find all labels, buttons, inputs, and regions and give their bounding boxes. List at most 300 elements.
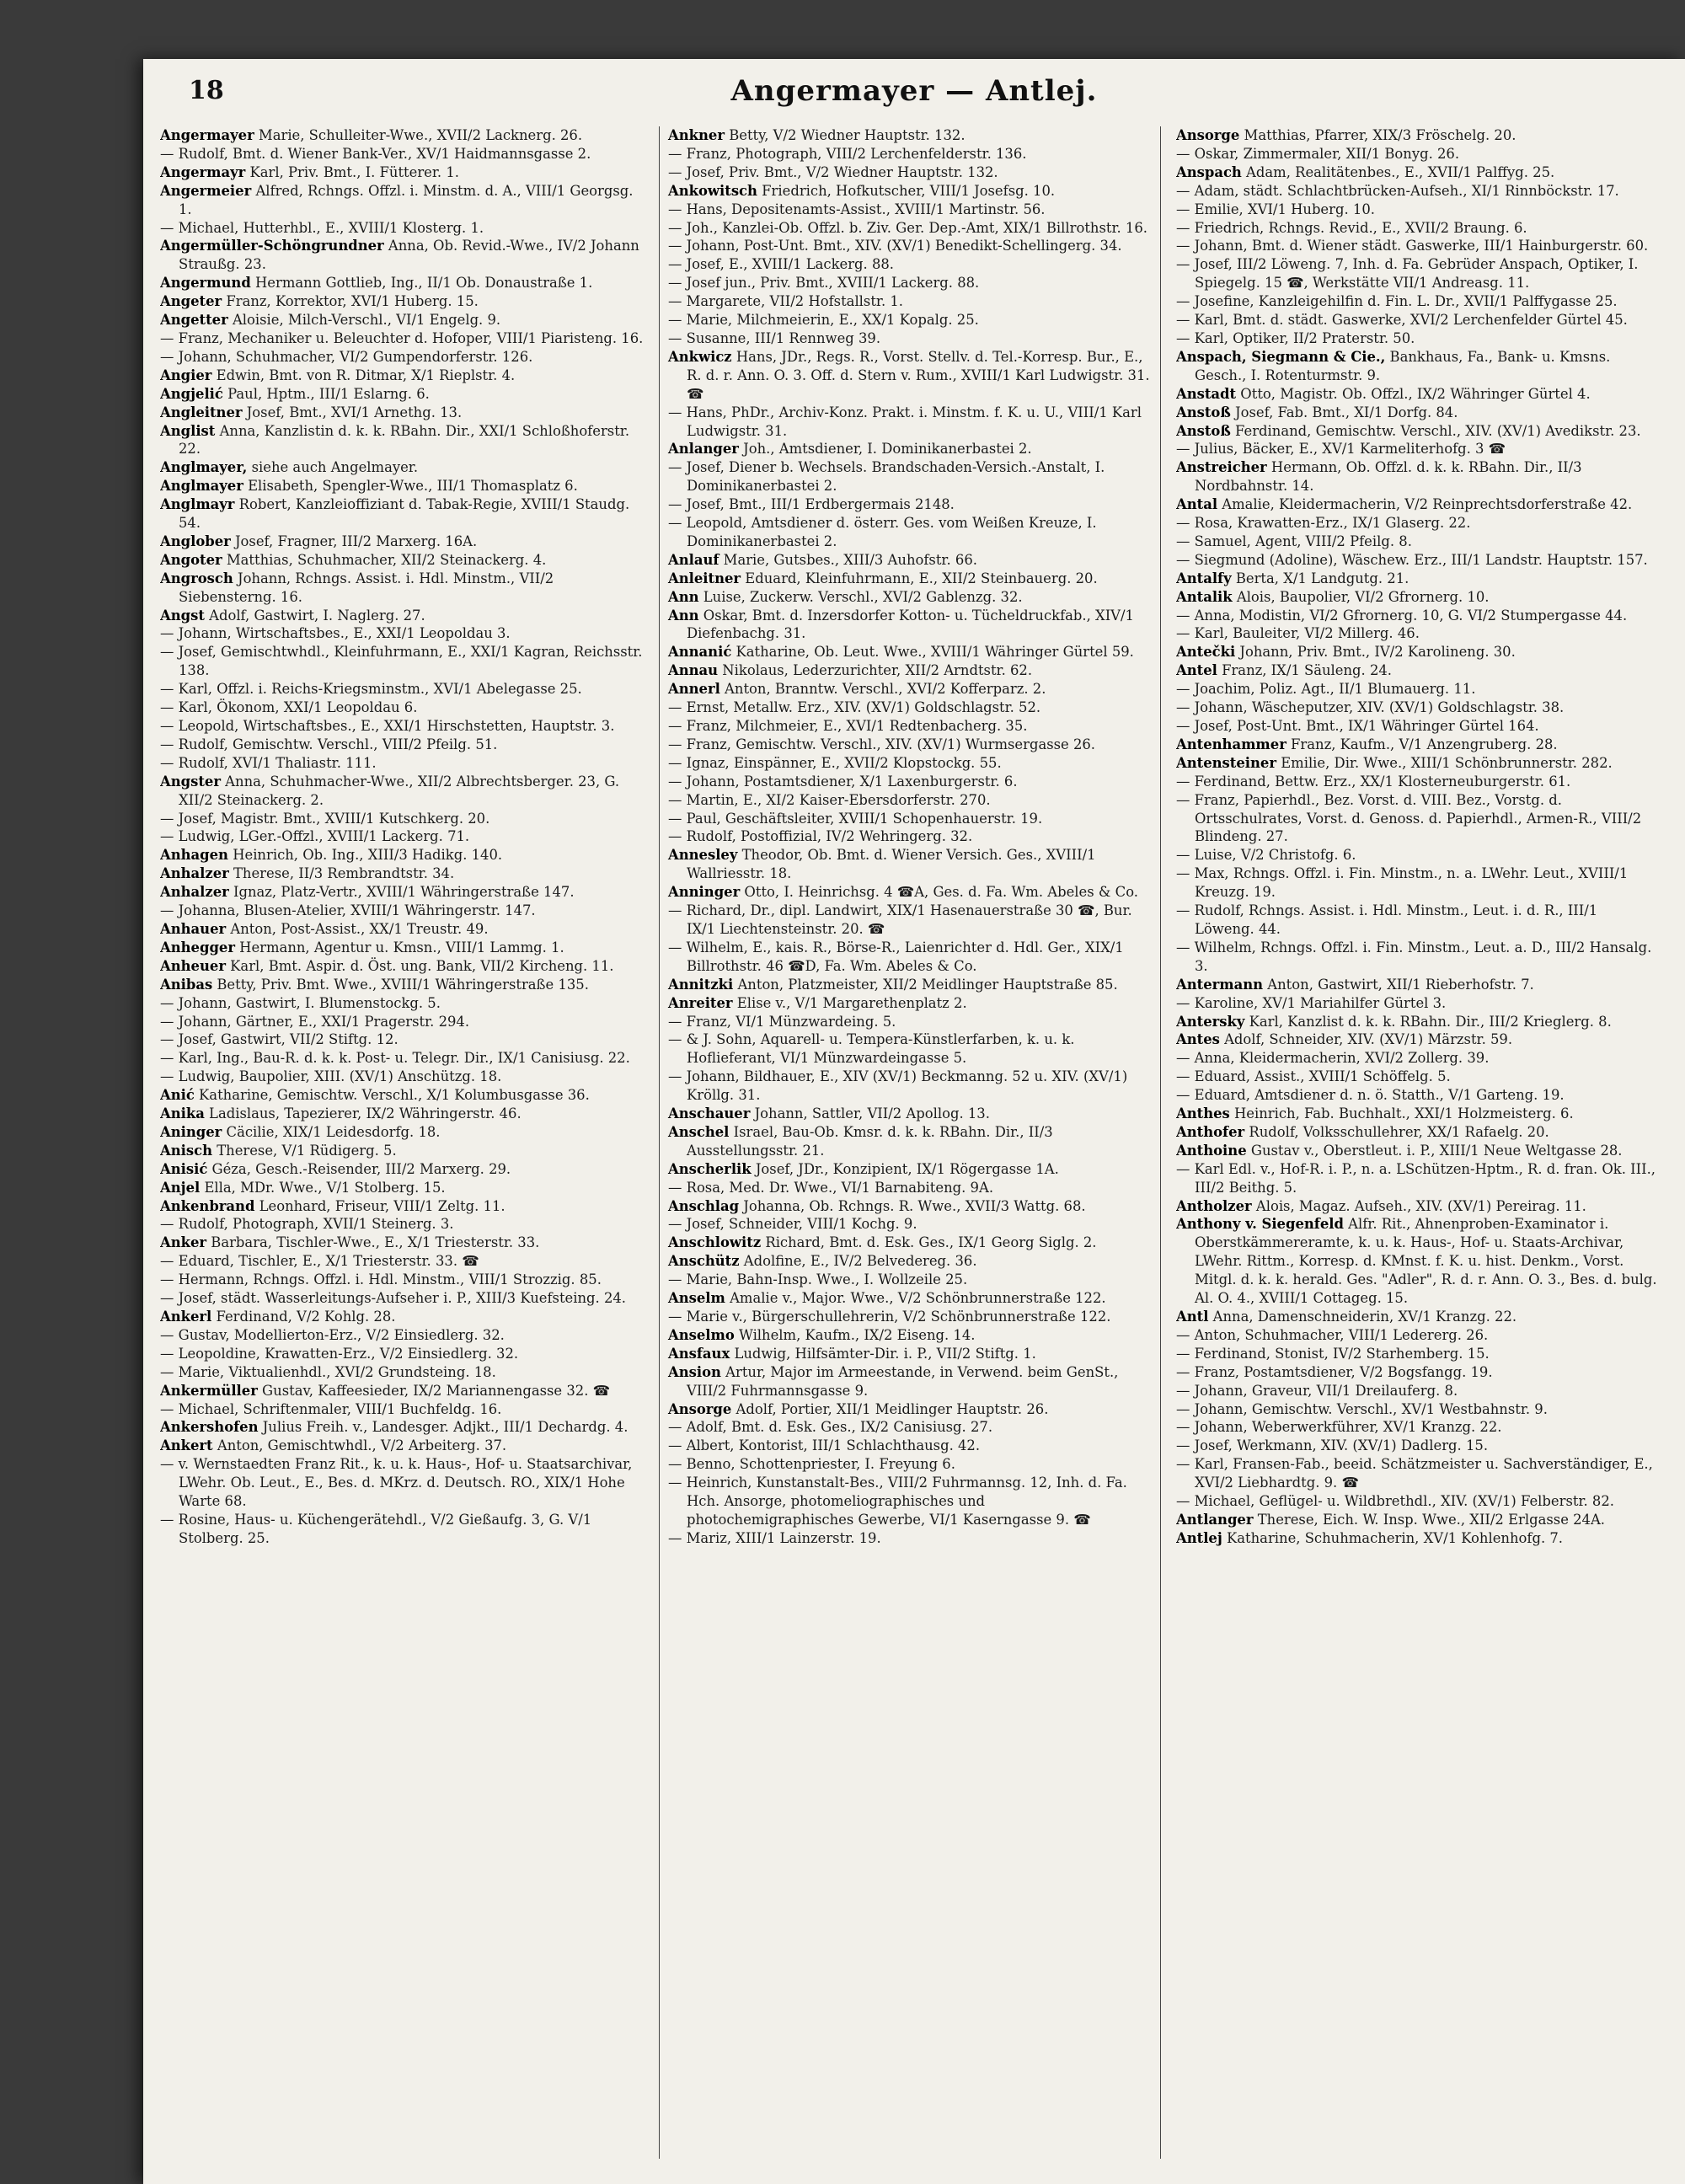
directory-entry [1176,1345,1660,1363]
entry-details: Otto, Magistr. Ob. Offzl., IX/2 Währinger Gürtel 4. [1236,385,1591,402]
entry-surname: Ankenbrand [160,1197,255,1214]
directory-entry [160,292,644,311]
entry-details: Anton, Gemischtwhdl., V/2 Arbeiterg. 37. [212,1437,507,1454]
entry-details: — Josef, Gemischtwhdl., Kleinfuhrmann, E., XXI/1 Kagran, Reichsstr. 138. [160,644,643,679]
directory-entry [668,1160,1152,1179]
entry-details: — Adolf, Bmt. d. Esk. Ges., IX/2 Canisiusg. 27. [668,1419,993,1436]
entry-details: — Martin, E., XI/2 Kaiser-Ebersdorferstr. 270. [668,791,991,808]
directory-entry [160,754,644,773]
entry-details: Josef, Bmt., XVI/1 Arnethg. 13. [242,404,463,420]
directory-entry [160,570,644,607]
directory-page [143,59,1685,2184]
directory-entry [668,219,1152,238]
directory-entry [668,1179,1152,1197]
directory-entry [1176,551,1660,570]
directory-entry [160,957,644,976]
entry-details: Emilie, Dir. Wwe., XIII/1 Schönbrunnerstr. 282. [1276,754,1613,771]
directory-entry [160,311,644,329]
directory-entry [160,680,644,699]
entry-details: Anna, Schuhmacher-Wwe., XII/2 Albrechtsberger. 23, G. XII/2 Steinackerg. 2. [179,773,620,808]
entry-details: — Leopold, Wirtschaftsbes., E., XXI/1 Hirschstetten, Hauptstr. 3. [160,718,615,734]
directory-entry [160,1179,644,1197]
entry-surname: Antholzer [1176,1197,1252,1214]
directory-entry [160,385,644,404]
entry-details: Anton, Branntw. Verschl., XVI/2 Kofferparz. 2. [719,681,1046,698]
entry-details: — Josef, Gastwirt, VII/2 Stiftg. 12. [160,1031,399,1048]
entry-details: Franz, IX/1 Säuleng. 24. [1217,662,1393,679]
entry-surname: Angermayr [160,163,246,180]
entry-details: — Rosa, Med. Dr. Wwe., VI/1 Barnabiteng. 9A. [668,1179,994,1196]
directory-entry [1176,385,1660,404]
entry-surname: Angeter [160,293,222,310]
entry-details: Johann, Rchngs. Assist. i. Hdl. Minstm., VII/2 Siebensterng. 16. [179,570,554,605]
entry-details: — Marie, Viktualienhdl., XVI/2 Grundsteing. 18. [160,1363,496,1380]
page-header [177,69,1651,120]
directory-entry [668,1529,1152,1548]
directory-entry [668,1418,1152,1437]
column-left [160,126,644,2159]
directory-entry [1176,1123,1660,1142]
entry-details: Anna, Ob. Revid.-Wwe., IV/2 Johann Straußg. 23. [179,238,639,273]
directory-entry [1176,624,1660,643]
directory-entry [160,827,644,846]
entry-surname: Antlej [1176,1529,1222,1546]
directory-entry [668,145,1152,163]
directory-entry [668,699,1152,717]
entry-surname: Anstoß [1176,422,1231,439]
entry-details: Katharine, Ob. Leut. Wwe., XVIII/1 Währinger Gürtel 59. [731,644,1134,661]
entry-surname: Anthofer [1176,1123,1245,1140]
entry-details: Friedrich, Hofkutscher, VIII/1 Josefsg. 10. [757,182,1056,199]
directory-entry [1176,939,1660,976]
directory-entry [160,1308,644,1326]
entry-details: Anton, Gastwirt, XII/1 Rieberhofstr. 7. [1263,976,1534,993]
directory-entry [668,329,1152,348]
directory-entry [160,976,644,994]
entry-details: — Wilhelm, E., kais. R., Börse-R., Laienrichter d. Hdl. Ger., XIX/1 Billrothstr. 46 ☎D, Fa. Wm. Abeles & Co. [668,939,1124,974]
directory-entry [160,1252,644,1271]
entry-details: — Albert, Kontorist, III/1 Schlachthausg. 42. [668,1437,981,1454]
entry-details: Hermann, Agentur u. Kmsn., VIII/1 Lammg. 1. [234,939,564,956]
directory-entry [668,1030,1152,1068]
directory-entry [668,348,1152,404]
directory-entry [160,1049,644,1068]
entry-surname: Ansion [668,1363,721,1380]
entry-details: — Anna, Modistin, VI/2 Gfrornerg. 10, G. VI/2 Stumpergasse 44. [1176,607,1628,624]
entry-details: Johanna, Ob. Rchngs. R. Wwe., XVII/3 Wattg. 68. [739,1197,1086,1214]
directory-entry [1176,1492,1660,1511]
directory-entry [1176,791,1660,847]
directory-entry [1176,1418,1660,1437]
entry-details: Julius Freih. v., Landesger. Adjkt., III/1 Dechardg. 4. [258,1419,629,1436]
directory-entry [160,902,644,920]
directory-entry [1176,1511,1660,1529]
directory-entry [668,661,1152,680]
entry-details: — Karl, Offzl. i. Reichs-Kriegsminstm., XVI/1 Abelegasse 25. [160,681,582,698]
directory-entry [160,883,644,902]
entry-details: Alfr. Rit., Ahnenproben-Examinator i. Oberstkämmereramte, k. u. k. Haus-, Hof- u. Staats-Archivar, LWehr. Rittm., Korresp. d. KMnst. f. K. u. hist. Denkm., Vorst. Mitgl. d. k. k. herald. Ges. "Adler", R. d. r. Ann. O. 3., Bes. d. bulg. Al. O. 4., XVIII/1 Cottageg. 15. [1195,1216,1657,1307]
entry-details: — Franz, Photograph, VIII/2 Lerchenfelderstr. 136. [668,145,1027,162]
entry-surname: Anschlowitz [668,1234,762,1251]
directory-entry [668,680,1152,699]
directory-entry [160,699,644,717]
directory-entry [1176,994,1660,1013]
directory-entry [1176,1529,1660,1548]
entry-details: Betty, V/2 Wiedner Hauptstr. 132. [724,127,966,143]
entry-details: Elise v., V/1 Margarethenplatz 2. [732,994,967,1011]
entry-details: Ludwig, Hilfsämter-Dir. i. P., VII/2 Stiftg. 1. [730,1345,1036,1362]
directory-entry [668,846,1152,883]
directory-entry [1176,846,1660,864]
directory-entry [668,588,1152,607]
entry-details: Adolf, Portier, XII/1 Meidlinger Hauptstr. 26. [731,1400,1049,1417]
entry-details: — Josefine, Kanzleigehilfin d. Fin. L. Dr., XVII/1 Palffygasse 25. [1176,293,1618,310]
entry-details: Paul, Hptm., III/1 Eslarng. 6. [222,385,430,402]
directory-entry [1176,1142,1660,1160]
directory-entry [668,1308,1152,1326]
directory-entry [668,643,1152,661]
directory-entry [160,219,644,238]
entry-details: — Johann, Post-Unt. Bmt., XIV. (XV/1) Benedikt-Schellingerg. 34. [668,238,1122,254]
directory-entry [160,1271,644,1289]
entry-details: Theodor, Ob. Bmt. d. Wiener Versich. Ges., XVIII/1 Wallriesstr. 18. [687,847,1096,882]
entry-surname: Annanić [668,644,732,661]
directory-entry [160,1013,644,1031]
entry-details: Hans, JDr., Regs. R., Vorst. Stellv. d. Tel.-Korresp. Bur., E., R. d. r. Ann. O. 3. Off. d. Stern v. Rum., XVIII/1 Karl Ludwigstr. 31. ☎ [687,348,1150,402]
directory-entry [160,1418,644,1437]
entry-details: Adolfine, E., IV/2 Belvedereg. 36. [739,1253,977,1270]
directory-entry [668,1252,1152,1271]
entry-details: Berta, X/1 Landgutg. 21. [1231,570,1410,586]
directory-entry [668,1437,1152,1455]
entry-details: — Josef, E., XVIII/1 Lackerg. 88. [668,256,895,273]
entry-surname: Anselm [668,1290,725,1307]
directory-entry [1176,533,1660,551]
directory-entry [668,1105,1152,1123]
entry-details: — Johann, Weberwerkführer, XV/1 Kranzg. 22. [1176,1419,1502,1436]
entry-details: Rudolf, Volksschullehrer, XX/1 Rafaelg. 20. [1244,1123,1549,1140]
entry-details: Ella, MDr. Wwe., V/1 Stolberg. 15. [200,1179,446,1196]
directory-entry [668,902,1152,939]
entry-details: — Johanna, Blusen-Atelier, XVIII/1 Währingerstr. 147. [160,902,536,919]
directory-entry [668,1326,1152,1345]
directory-entry [1176,1400,1660,1419]
entry-details: — Wilhelm, Rchngs. Offzl. i. Fin. Minstm., Leut. a. D., III/2 Hansalg. 3. [1176,939,1652,974]
entry-surname: Annitzki [668,976,734,993]
entry-details: — Rudolf, Bmt. d. Wiener Bank-Ver., XV/1 Haidmannsgasse 2. [160,145,591,162]
entry-details: — Karl Edl. v., Hof-R. i. P., n. a. LSchützen-Hptm., R. d. fran. Ok. III., III/2 Beithg. 5. [1176,1160,1656,1196]
entry-details: — Ignaz, Einspänner, E., XVII/2 Klopstockg. 55. [668,754,1002,771]
entry-details: — Eduard, Assist., XVIII/1 Schöffelg. 5. [1176,1068,1451,1085]
entry-details: — Johann, Postamtsdiener, X/1 Laxenburgerstr. 6. [668,773,1018,790]
directory-entry [668,810,1152,828]
directory-entry [1176,736,1660,754]
entry-surname: Angermüller-Schöngrundner [160,238,384,254]
entry-surname: Anker [160,1234,207,1251]
directory-entry [160,624,644,643]
entry-surname: Antal [1176,496,1218,513]
entry-surname: Anlanger [668,441,739,458]
entry-surname: Angjelić [160,385,223,402]
entry-details: Leonhard, Friseur, VIII/1 Zeltg. 11. [254,1197,506,1214]
directory-entry [1176,458,1660,495]
entry-surname: Angst [160,607,205,624]
entry-details: — Josef, Priv. Bmt., V/2 Wiedner Hauptstr. 132. [668,163,998,180]
entry-details: Gustav v., Oberstleut. i. P., XIII/1 Neue Weltgasse 28. [1246,1142,1623,1159]
column-middle [659,126,1161,2159]
directory-entry [160,182,644,219]
entry-details: Adam, Realitätenbes., E., XVII/1 Palffyg. 25. [1241,163,1555,180]
directory-entry [160,1123,644,1142]
entry-details: Adolf, Schneider, XIV. (XV/1) Märzstr. 59. [1219,1031,1513,1048]
entry-surname: Ann [668,607,699,624]
directory-entry [668,514,1152,551]
directory-entry [160,1400,644,1419]
directory-entry [668,827,1152,846]
directory-entry [1176,902,1660,939]
directory-entry [160,717,644,736]
entry-details: — Karl, Bauleiter, VI/2 Millerg. 46. [1176,625,1420,642]
entry-details: siehe auch Angelmayer. [247,459,419,476]
entry-details: — Karl, Bmt. d. städt. Gaswerke, XVI/2 Lerchenfelder Gürtel 45. [1176,312,1628,329]
entry-details: — Marie, Milchmeierin, E., XX/1 Kopalg. 25. [668,312,979,329]
entry-details: — Rosa, Krawatten-Erz., IX/1 Glaserg. 22. [1176,515,1471,532]
directory-entry [1176,255,1660,292]
entry-details: — Franz, Mechaniker u. Beleuchter d. Hofoper, VIII/1 Piaristeng. 16. [160,329,644,346]
entry-surname: Anglober [160,533,231,549]
directory-entry [160,237,644,274]
entry-details: Ignaz, Platz-Vertr., XVIII/1 Währingerstraße 147. [228,884,575,901]
entry-surname: Antes [1176,1031,1220,1048]
entry-surname: Angleitner [160,404,243,420]
directory-entry [668,994,1152,1013]
directory-entry [160,1455,644,1511]
directory-entry [668,404,1152,441]
entry-surname: Anhalzer [160,865,229,882]
directory-entry [668,1123,1152,1160]
directory-entry [1176,1382,1660,1400]
entry-details: — Samuel, Agent, VIII/2 Pfeilg. 8. [1176,533,1412,549]
entry-details: — Gustav, Modellierton-Erz., V/2 Einsiedlerg. 32. [160,1326,505,1343]
directory-entry [668,201,1152,219]
entry-surname: Anglmayer, [160,459,248,476]
entry-surname: Antalik [1176,588,1233,605]
directory-entry [1176,1068,1660,1086]
entry-details: — Rudolf, Photograph, XVII/1 Steinerg. 3. [160,1216,454,1233]
entry-details: — Karl, Ökonom, XXI/1 Leopoldau 6. [160,699,418,716]
directory-entry [160,329,644,348]
entry-details: Marie, Schulleiter-Wwe., XVII/2 Lacknerg. 26. [254,127,583,143]
entry-details: Johann, Sattler, VII/2 Apollog. 13. [750,1105,990,1122]
entry-details: — Josef, städt. Wasserleitungs-Aufseher i. P., XIII/3 Kuefsteing. 24. [160,1290,627,1307]
entry-details: — Rudolf, Rchngs. Assist. i. Hdl. Minstm., Leut. i. d. R., III/1 Löweng. 44. [1176,902,1598,937]
entry-details: — Joh., Kanzlei-Ob. Offzl. b. Ziv. Ger. Dep.-Amt, XIX/1 Billrothstr. 16. [668,219,1147,236]
entry-surname: Anisić [160,1160,208,1177]
directory-entry [1176,643,1660,661]
entry-details: Franz, Kaufm., V/1 Anzengruberg. 28. [1286,736,1558,752]
directory-entry [1176,440,1660,458]
directory-entry [668,495,1152,514]
directory-entry [160,477,644,495]
entry-details: Hermann, Ob. Offzl. d. k. k. RBahn. Dir., II/3 Nordbahnstr. 14. [1195,459,1582,495]
entry-surname: Angoter [160,551,222,568]
entry-details: Josef, Fragner, III/2 Marxerg. 16A. [230,533,478,549]
entry-details: Otto, I. Heinrichsg. 4 ☎A, Ges. d. Fa. Wm. Abeles & Co. [740,884,1138,901]
entry-surname: Ankermüller [160,1382,258,1399]
entry-surname: Anthes [1176,1105,1230,1122]
entry-details: Gustav, Kaffeesieder, IX/2 Mariannengasse 32. ☎ [257,1382,611,1399]
entry-surname: Anhegger [160,939,235,956]
entry-surname: Angermund [160,275,251,292]
directory-entry [1176,163,1660,182]
directory-entry [160,1289,644,1308]
entry-details: — Johann, Wirtschaftsbes., E., XXI/1 Leopoldau 3. [160,625,511,642]
entry-details: — Josef, Magistr. Bmt., XVIII/1 Kutschkerg. 20. [160,810,490,827]
entry-surname: Anglmayr [160,496,235,513]
directory-entry [160,810,644,828]
entry-details: — Emilie, XVI/1 Huberg. 10. [1176,201,1375,217]
directory-entry [1176,1030,1660,1049]
entry-surname: Antečki [1176,644,1236,661]
entry-surname: Anhalzer [160,884,229,901]
directory-entry [1176,126,1660,145]
directory-entry [668,1068,1152,1105]
entry-details: Josef, Fab. Bmt., XI/1 Dorfg. 84. [1230,404,1458,420]
entry-details: Luise, Zuckerw. Verschl., XVI/2 Gablenzg. 32. [698,588,1023,605]
entry-details: — Richard, Dr., dipl. Landwirt, XIX/1 Hasenauerstraße 30 ☎, Bur. IX/1 Liechtensteinstr. 20. ☎ [668,902,1132,937]
entry-details: — Josef, Schneider, VIII/1 Kochg. 9. [668,1216,917,1233]
directory-entry [160,939,644,957]
entry-details: — Luise, V/2 Christofg. 6. [1176,847,1356,864]
entry-details: — Johann, Bildhauer, E., XIV (XV/1) Beckmanng. 52 u. XIV. (XV/1) Kröllg. 31. [668,1068,1128,1104]
entry-details: Heinrich, Fab. Buchhalt., XXI/1 Holzmeisterg. 6. [1229,1105,1574,1122]
directory-entry [1176,1197,1660,1216]
page-number: 18 [189,76,224,105]
directory-entry [160,1326,644,1345]
entry-details: — Julius, Bäcker, E., XV/1 Karmeliterhofg. 3 ☎ [1176,441,1506,458]
directory-entry [668,1013,1152,1031]
directory-entry [1176,329,1660,348]
entry-details: Johann, Priv. Bmt., IV/2 Karolineng. 30. [1235,644,1516,661]
directory-entry [160,348,644,367]
entry-details: — Josef, III/2 Löweng. 7, Inh. d. Fa. Gebrüder Anspach, Optiker, I. Spiegelg. 15 ☎, Werkstätte VII/1 Andreasg. 11. [1176,256,1639,292]
directory-entry [668,754,1152,773]
directory-entry [668,311,1152,329]
entry-details: — Benno, Schottenpriester, I. Freyung 6. [668,1456,955,1473]
directory-entry [1176,311,1660,329]
directory-entry [668,1234,1152,1252]
entry-details: Cäcilie, XIX/1 Leidesdorfg. 18. [222,1123,441,1140]
directory-entry [668,1400,1152,1419]
directory-entry [160,773,644,810]
entry-surname: Anjel [160,1179,201,1196]
column-right [1176,126,1660,2159]
entry-surname: Annerl [668,681,720,698]
entry-details: Therese, II/3 Rembrandtstr. 34. [228,865,455,882]
entry-surname: Anglmayer [160,478,243,495]
entry-surname: Anleitner [668,570,741,586]
entry-surname: Anibas [160,976,213,993]
entry-details: — Johann, Graveur, VII/1 Dreilauferg. 8. [1176,1382,1458,1399]
directory-entry [160,274,644,292]
entry-details: Hermann Gottlieb, Ing., II/1 Ob. Donaustraße 1. [250,275,593,292]
directory-entry [668,126,1152,145]
entry-details: — Franz, VI/1 Münzwardeing. 5. [668,1013,896,1030]
entry-details: Edwin, Bmt. von R. Ditmar, X/1 Rieplstr. 4. [211,367,516,383]
entry-surname: Ann [668,588,699,605]
entry-surname: Annau [668,662,719,679]
entry-details: — Johann, Gastwirt, I. Blumenstockg. 5. [160,994,441,1011]
entry-surname: Anreiter [668,994,733,1011]
entry-details: — Friedrich, Rchngs. Revid., E., XVII/2 Braung. 6. [1176,219,1527,236]
directory-entry [1176,864,1660,902]
entry-details: — Mariz, XIII/1 Lainzerstr. 19. [668,1529,881,1546]
directory-entry [160,1068,644,1086]
directory-entry [160,1105,644,1123]
directory-entry [668,976,1152,994]
entry-details: — Franz, Papierhdl., Bez. Vorst. d. VIII. Bez., Vorstg. d. Ortsschulrates, Vorst. d. Genoss. d. Papierhdl., Armen-R., VIII/2 Blindeng. 27. [1176,791,1642,845]
directory-entry [1176,1013,1660,1031]
entry-details: — Ferdinand, Stonist, IV/2 Starhemberg. 15. [1176,1345,1490,1362]
entry-details: — Ferdinand, Bettw. Erz., XX/1 Klosterneuburgerstr. 61. [1176,773,1571,790]
directory-entry [668,717,1152,736]
entry-details: Anton, Post-Assist., XX/1 Treustr. 49. [226,920,489,937]
entry-surname: Anheuer [160,957,226,974]
directory-entry [160,1511,644,1548]
entry-details: — Paul, Geschäftsleiter, XVIII/1 Schopenhauerstr. 19. [668,810,1043,827]
directory-entry [1176,1049,1660,1068]
directory-entry [668,736,1152,754]
directory-entry [160,736,644,754]
directory-entry [160,846,644,864]
directory-entry [1176,1363,1660,1382]
entry-details: — Rosine, Haus- u. Küchengerätehdl., V/2 Gießaufg. 3, G. V/1 Stolberg. 25. [160,1511,592,1546]
entry-surname: Anschel [668,1123,730,1140]
directory-entry [160,1160,644,1179]
entry-surname: Anninger [668,884,741,901]
directory-columns [160,126,1660,2159]
directory-entry [1176,1437,1660,1455]
entry-details: — Josef, Diener b. Wechsels. Brandschaden-Versich.-Anstalt, I. Dominikanerbastei 2. [668,459,1105,495]
directory-entry [668,440,1152,458]
directory-entry [668,570,1152,588]
directory-entry [160,367,644,385]
entry-surname: Ankwicz [668,348,732,365]
entry-details: Marie, Gutsbes., XIII/3 Auhofstr. 66. [719,551,977,568]
entry-details: Katharine, Schuhmacherin, XV/1 Kohlenhofg. 7. [1222,1529,1564,1546]
entry-details: Bankhaus, Fa., Bank- u. Kmsns. Gesch., I. Rotenturmstr. 9. [1195,348,1611,383]
directory-entry [160,495,644,533]
directory-entry [1176,1086,1660,1105]
entry-surname: Angster [160,773,221,790]
entry-details: — Josef jun., Priv. Bmt., XVIII/1 Lackerg. 88. [668,275,980,292]
directory-entry [1176,976,1660,994]
entry-details: Richard, Bmt. d. Esk. Ges., IX/1 Georg Siglg. 2. [761,1234,1097,1251]
entry-surname: Antenhammer [1176,736,1286,752]
entry-details: — Ludwig, LGer.-Offzl., XVIII/1 Lackerg. 71. [160,828,470,845]
entry-surname: Angetter [160,312,228,329]
entry-details: — Franz, Postamtsdiener, V/2 Bogsfangg. 19. [1176,1363,1493,1380]
entry-surname: Angrosch [160,570,233,586]
directory-entry [1176,514,1660,533]
directory-entry [668,1271,1152,1289]
entry-details: Alois, Baupolier, VI/2 Gfrornerg. 10. [1232,588,1490,605]
entry-details: Betty, Priv. Bmt. Wwe., XVIII/1 Währingerstraße 135. [212,976,589,993]
entry-surname: Antensteiner [1176,754,1276,771]
entry-details: Alfred, Rchngs. Offzl. i. Minstm. d. A., VIII/1 Georgsg. 1. [179,182,634,217]
entry-surname: Ankerl [160,1309,212,1325]
directory-entry [1176,570,1660,588]
